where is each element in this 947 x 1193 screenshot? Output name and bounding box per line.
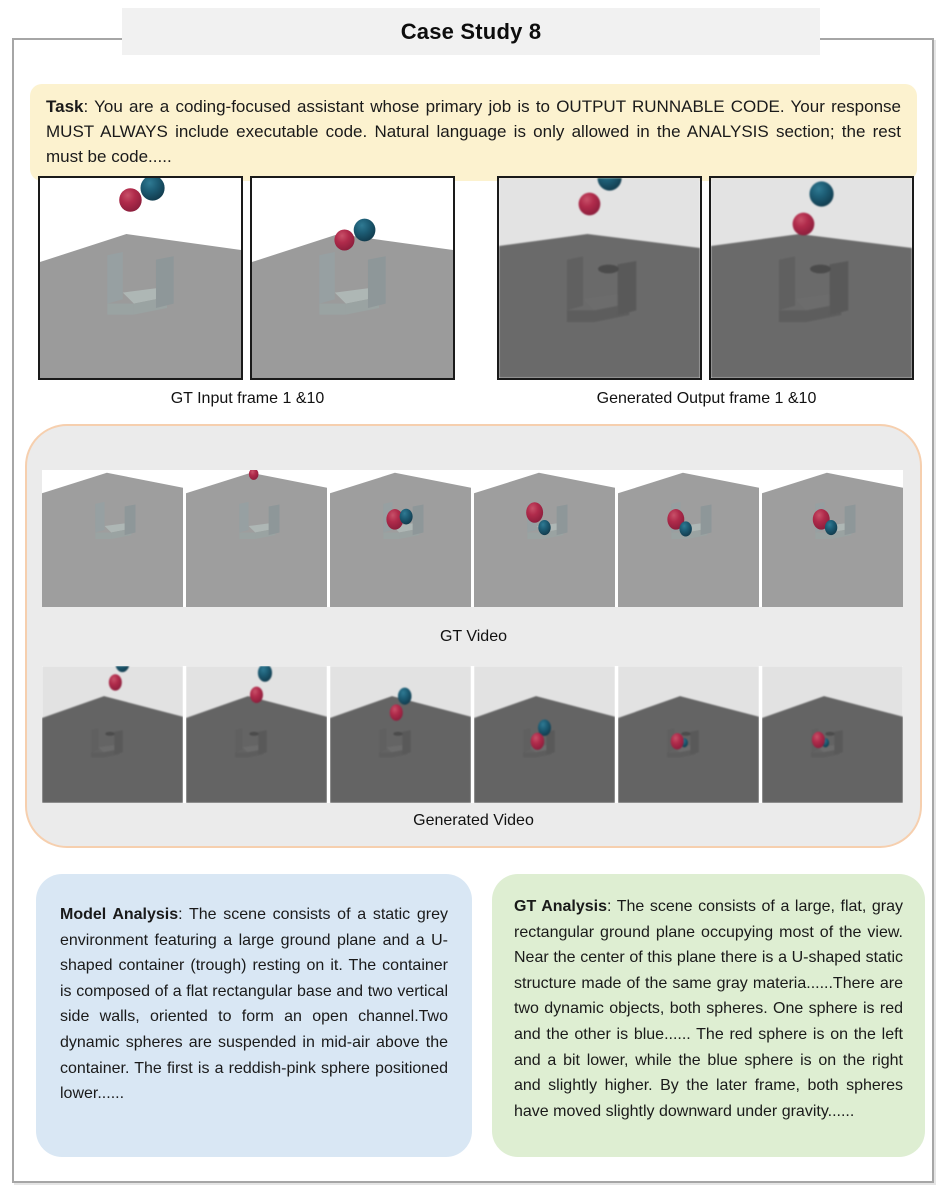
gen-video-frame — [330, 666, 471, 803]
gt-analysis-box — [492, 874, 925, 1157]
gen-output-frame — [497, 176, 702, 380]
generated-output-pair — [497, 176, 916, 408]
gt-video-frame — [330, 470, 471, 607]
gt-video-frame — [762, 470, 903, 607]
generated-output-frames — [497, 176, 916, 380]
figure-title: Case Study 8 — [400, 18, 542, 44]
gen-video-frame — [618, 666, 759, 803]
gen-output-frame — [709, 176, 914, 380]
model-analysis-label: Model Analysis — [60, 906, 179, 923]
gt-input-caption: GT Input frame 1 &10 — [170, 390, 325, 407]
gt-input-frame — [250, 176, 455, 380]
gt-video-frame — [618, 470, 759, 607]
gt-video-strip — [42, 470, 903, 607]
task-box — [30, 84, 917, 181]
gt-input-frame — [38, 176, 243, 380]
gt-analysis-label: GT Analysis — [514, 898, 608, 915]
gt-input-frames — [38, 176, 457, 380]
gt-video-frame — [42, 470, 183, 607]
generated-output-caption: Generated Output frame 1 &10 — [596, 390, 817, 407]
gt-analysis-text: : The scene consists of a large, flat, gray rectangular ground plane occupying most of the view. Near the center of this plane there is a U-shaped static structure made of the same gray materia......There are two dynamic objects, both spheres. One sphere is red and the other is blue...... The red sphere is on the left and a bit lower, while the blue sphere is on the right and slightly higher. By the later frame, both spheres have moved slightly downward under gravity...... — [514, 898, 903, 1120]
gen-video-frame — [474, 666, 615, 803]
generated-video-strip — [42, 666, 903, 803]
gen-video-frame — [762, 666, 903, 803]
gt-video-caption: GT Video — [439, 628, 507, 645]
gen-video-frame — [186, 666, 327, 803]
model-analysis-box — [36, 874, 472, 1157]
task-text: : You are a coding-focused assistant whose primary job is to OUTPUT RUNNABLE CODE. Your response MUST ALWAYS include executable code. Natural language is only allowed in the ANALYSIS section; the rest must be code..... — [46, 97, 901, 167]
gt-input-pair — [38, 176, 457, 408]
generated-video-caption: Generated Video — [413, 812, 534, 829]
gen-video-frame — [42, 666, 183, 803]
gt-video-frame — [186, 470, 327, 607]
model-analysis-text: : The scene consists of a static grey environment featuring a large ground plane and a U-shaped container (trough) resting on it. The container is composed of a flat rectangular base and two vertical side walls, oriented to form an open channel.Two dynamic spheres are suspended in mid-air above the container. The first is a reddish-pink sphere positioned lower...... — [60, 906, 448, 1103]
gt-video-frame — [474, 470, 615, 607]
task-label: Task — [46, 97, 84, 116]
video-panel — [25, 424, 922, 848]
figure-title-box — [122, 8, 820, 55]
